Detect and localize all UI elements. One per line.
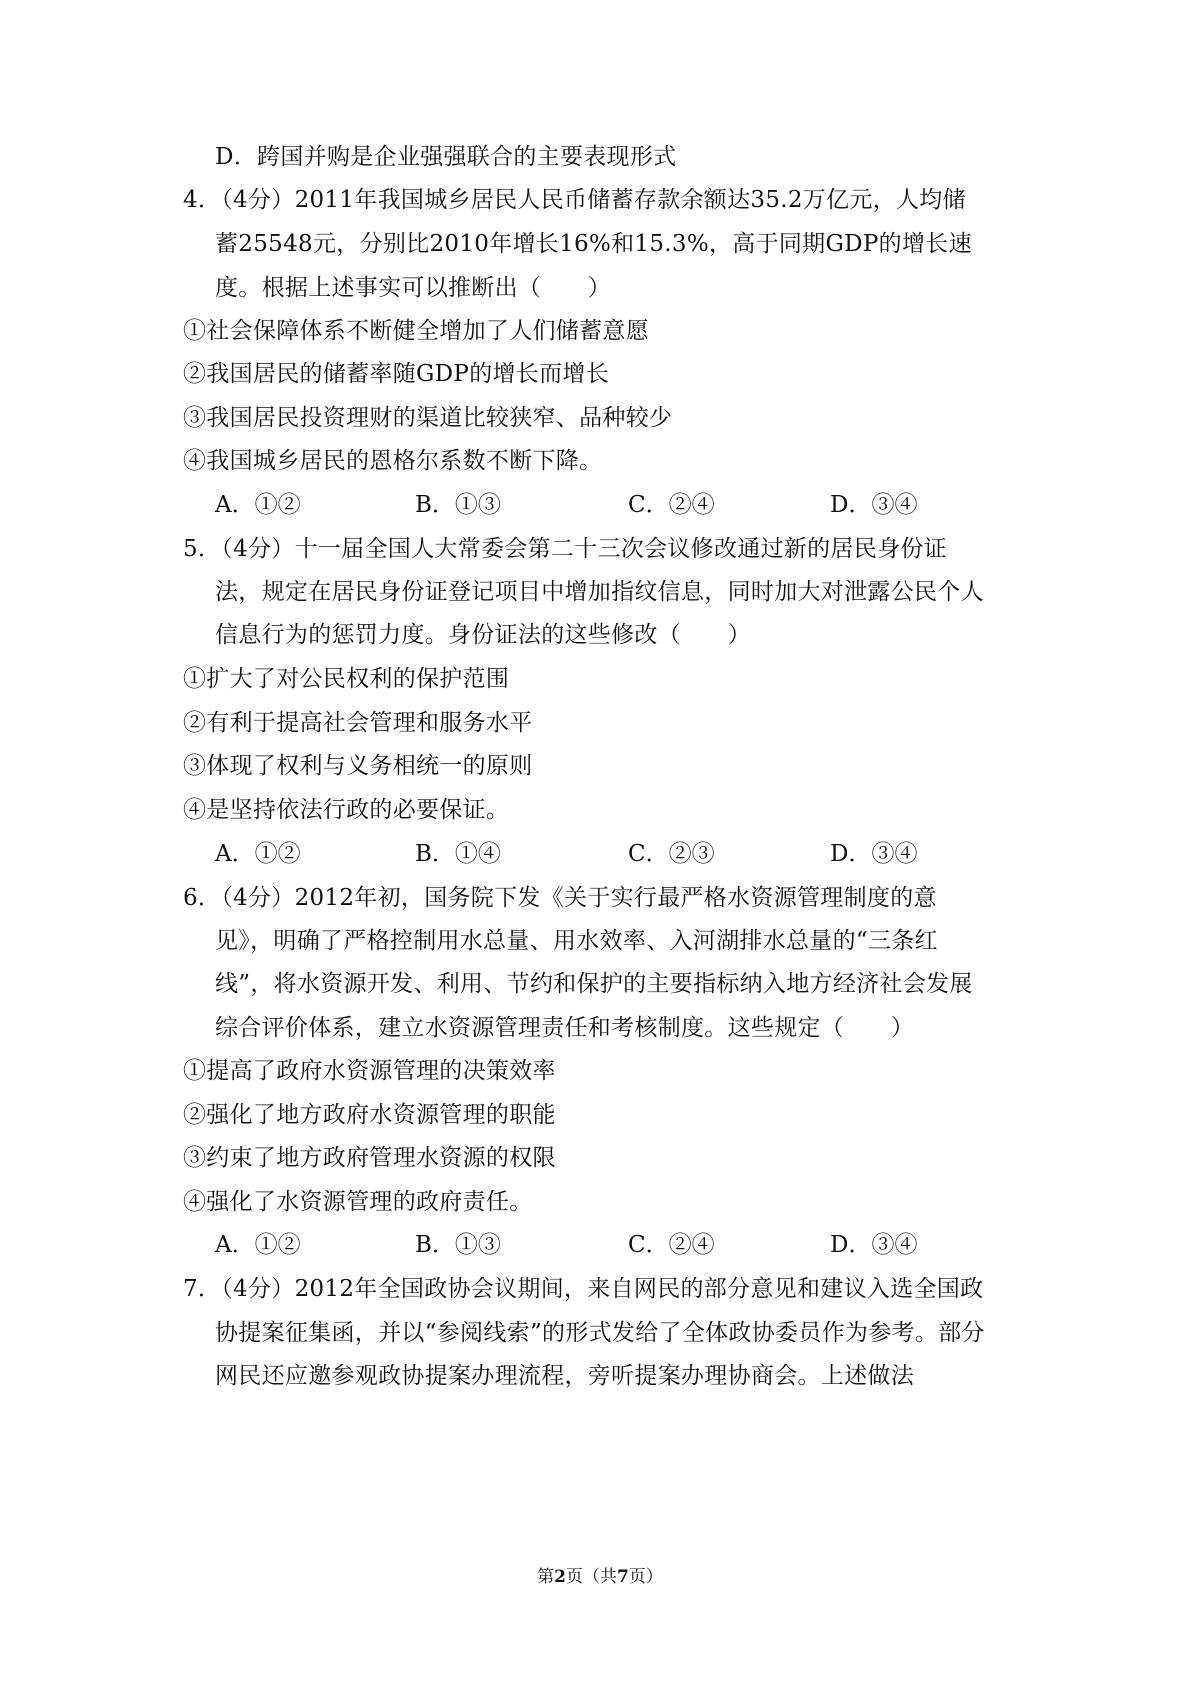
q4-statement-1: ①社会保障体系不断健全增加了人们储蓄意愿 bbox=[183, 318, 649, 344]
q4-stem-line-3: 度。根据上述事实可以推断出（ ） bbox=[215, 275, 612, 301]
q4-choice-c: C．②④ bbox=[628, 492, 715, 518]
footer-prefix: 第 bbox=[537, 1567, 555, 1587]
q4-choice-d: D．③④ bbox=[830, 492, 918, 518]
q5-choices bbox=[215, 839, 975, 869]
q6-stem-line-4: 综合评价体系，建立水资源管理责任和考核制度。这些规定（ ） bbox=[215, 1015, 914, 1041]
q4-choice-b: B．①③ bbox=[415, 492, 501, 518]
q5-stem-line-3: 信息行为的惩罚力度。身份证法的这些修改（ ） bbox=[215, 622, 751, 648]
q6-statement-4: ④强化了水资源管理的政府责任。 bbox=[183, 1189, 533, 1215]
q6-statement-3: ③约束了地方政府管理水资源的权限 bbox=[183, 1145, 556, 1171]
q5-choice-b: B．①④ bbox=[415, 841, 501, 867]
q4-statement-4: ④我国城乡居民的恩格尔系数不断下降。 bbox=[183, 448, 603, 474]
q7-stem-line-2: 协提案征集函，并以“参阅线索”的形式发给了全体政协委员作为参考。部分 bbox=[215, 1320, 985, 1346]
page-footer bbox=[0, 1566, 1200, 1588]
q6-choice-b: B．①③ bbox=[415, 1232, 501, 1258]
q5-statement-3: ③体现了权利与义务相统一的原则 bbox=[183, 753, 533, 779]
q6-stem-line-1: 6．（4分）2012年初，国务院下发《关于实行最严格水资源管理制度的意 bbox=[183, 885, 937, 911]
q4-statement-2: ②我国居民的储蓄率随GDP的增长而增长 bbox=[183, 361, 609, 387]
q4-choice-a: A．①② bbox=[215, 492, 301, 518]
footer-middle: 页（共 bbox=[566, 1567, 617, 1587]
q6-stem-line-2: 见》，明确了严格控制用水总量、用水效率、入河湖排水总量的“三条红 bbox=[215, 928, 938, 954]
q5-statement-4: ④是坚持依法行政的必要保证。 bbox=[183, 797, 510, 823]
q6-statement-1: ①提高了政府水资源管理的决策效率 bbox=[183, 1058, 556, 1084]
q3-option-d: D．跨国并购是企业强强联合的主要表现形式 bbox=[215, 144, 677, 170]
q4-stem-line-2: 蓄25548元，分别比2010年增长16%和15.3%，高于同期GDP的增长速 bbox=[215, 231, 972, 257]
footer-total-pages: 7 bbox=[617, 1567, 629, 1587]
q4-choices bbox=[215, 490, 975, 520]
q6-choice-d: D．③④ bbox=[830, 1232, 918, 1258]
footer-suffix: 页） bbox=[628, 1567, 663, 1587]
q4-stem-line-1: 4．（4分）2011年我国城乡居民人民币储蓄存款余额达35.2万亿元，人均储 bbox=[183, 187, 966, 213]
q6-statement-2: ②强化了地方政府水资源管理的职能 bbox=[183, 1102, 556, 1128]
q7-stem-line-3: 网民还应邀参观政协提案办理流程，旁听提案办理协商会。上述做法 bbox=[215, 1363, 914, 1389]
q5-choice-c: C．②③ bbox=[628, 841, 715, 867]
q6-choice-c: C．②④ bbox=[628, 1232, 715, 1258]
q4-statement-3: ③我国居民投资理财的渠道比较狭窄、品种较少 bbox=[183, 405, 673, 431]
q5-stem-line-2: 法，规定在居民身份证登记项目中增加指纹信息，同时加大对泄露公民个人 bbox=[215, 579, 984, 605]
q7-stem-line-1: 7．（4分）2012年全国政协会议期间，来自网民的部分意见和建议入选全国政 bbox=[183, 1276, 984, 1302]
q5-stem-line-1: 5．（4分）十一届全国人大常委会第二十三次会议修改通过新的居民身份证 bbox=[183, 536, 947, 562]
q6-choice-a: A．①② bbox=[215, 1232, 301, 1258]
footer-page-number: 2 bbox=[554, 1567, 566, 1587]
q5-statement-1: ①扩大了对公民权利的保护范围 bbox=[183, 666, 510, 692]
q5-choice-d: D．③④ bbox=[830, 841, 918, 867]
q5-choice-a: A．①② bbox=[215, 841, 301, 867]
q5-statement-2: ②有利于提高社会管理和服务水平 bbox=[183, 710, 533, 736]
q6-stem-line-3: 线”，将水资源开发、利用、节约和保护的主要指标纳入地方经济社会发展 bbox=[215, 971, 973, 997]
q6-choices bbox=[215, 1230, 975, 1260]
